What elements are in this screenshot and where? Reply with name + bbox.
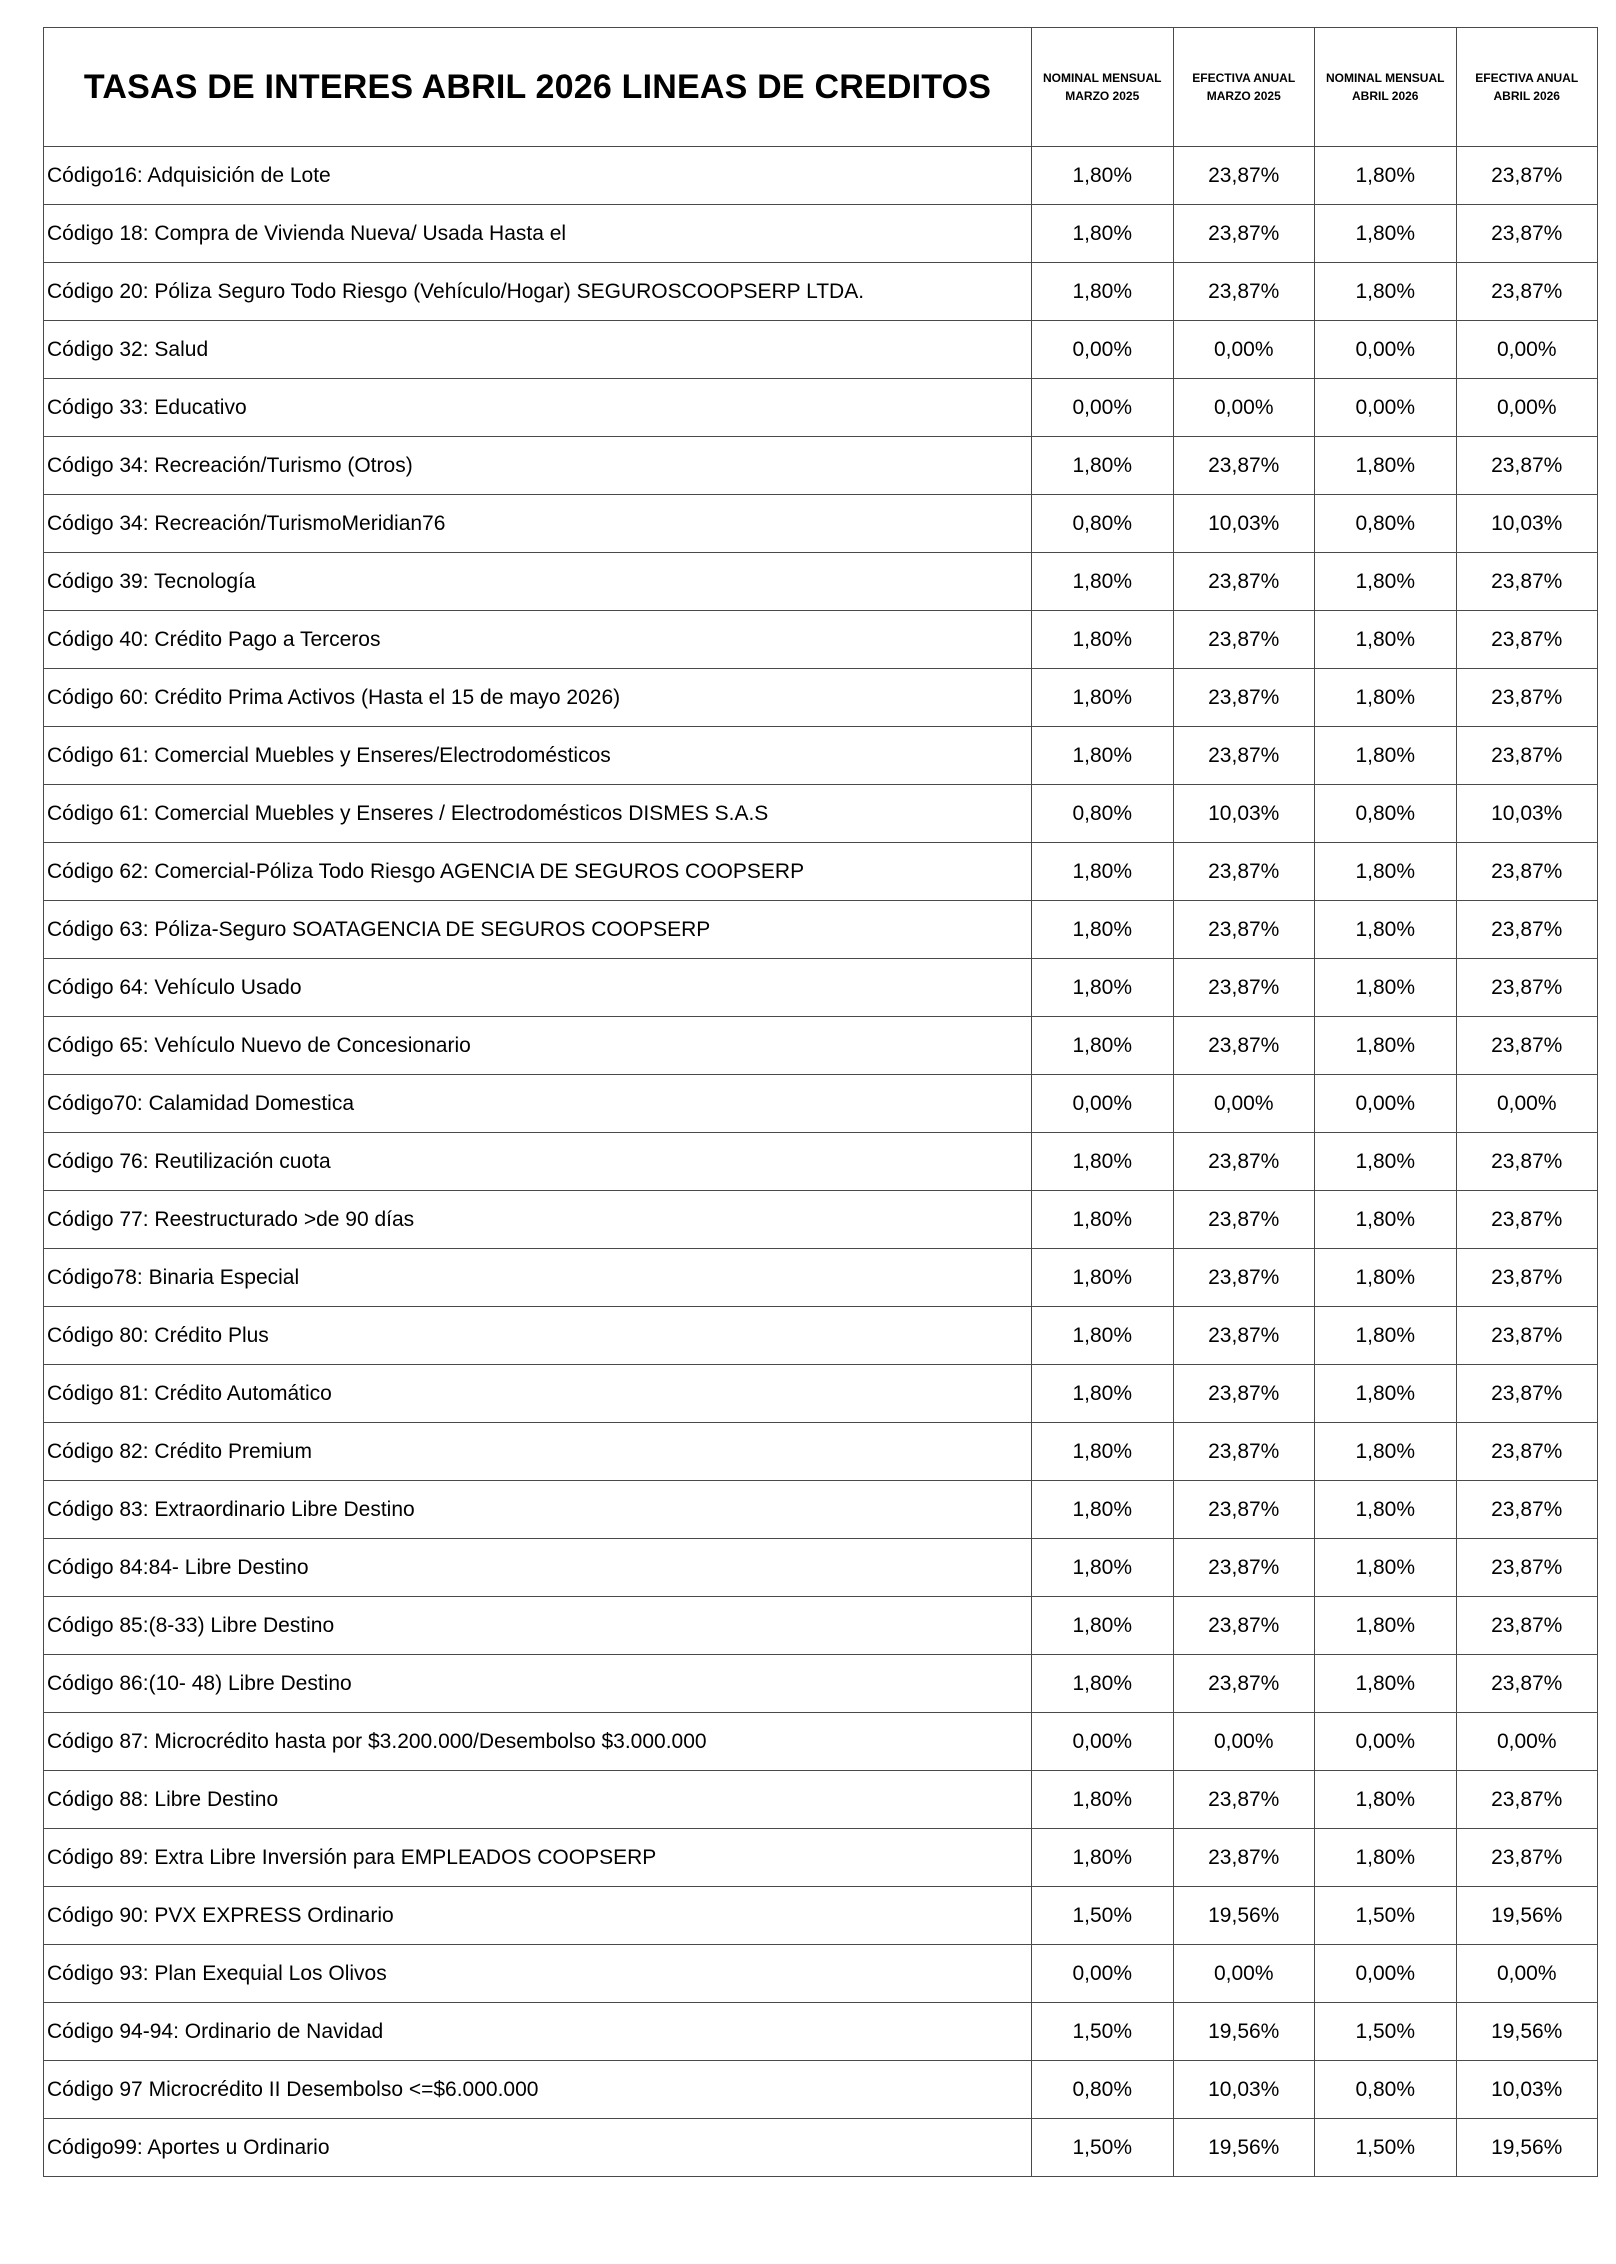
- rate-efectiva-anual-abril: 23,87%: [1456, 1191, 1598, 1249]
- rate-efectiva-anual-marzo: 23,87%: [1173, 959, 1315, 1017]
- credit-line-description: Código 84:84- Libre Destino: [44, 1539, 1032, 1597]
- page-title: TASAS DE INTERES ABRIL 2026 LINEAS DE CREDITOS: [44, 28, 1032, 147]
- rate-efectiva-anual-abril: 19,56%: [1456, 2119, 1598, 2177]
- rate-efectiva-anual-marzo: 23,87%: [1173, 147, 1315, 205]
- rate-efectiva-anual-abril: 23,87%: [1456, 1481, 1598, 1539]
- table-row: [44, 1075, 1598, 1133]
- rate-efectiva-anual-marzo: 23,87%: [1173, 611, 1315, 669]
- rate-efectiva-anual-marzo: 23,87%: [1173, 1771, 1315, 1829]
- rate-nominal-mensual-marzo: 1,80%: [1032, 1423, 1174, 1481]
- rate-efectiva-anual-abril: 23,87%: [1456, 959, 1598, 1017]
- rate-efectiva-anual-abril: 0,00%: [1456, 1945, 1598, 2003]
- table-row: [44, 1597, 1598, 1655]
- rate-efectiva-anual-marzo: 23,87%: [1173, 1249, 1315, 1307]
- rate-efectiva-anual-marzo: 23,87%: [1173, 669, 1315, 727]
- rate-nominal-mensual-abril: 1,80%: [1315, 959, 1457, 1017]
- table-row: [44, 2061, 1598, 2119]
- rate-efectiva-anual-abril: 0,00%: [1456, 1075, 1598, 1133]
- table-row: [44, 669, 1598, 727]
- rate-nominal-mensual-abril: 1,80%: [1315, 669, 1457, 727]
- rate-efectiva-anual-abril: 23,87%: [1456, 1597, 1598, 1655]
- credit-line-description: Código 89: Extra Libre Inversión para EMPLEADOS COOPSERP: [44, 1829, 1032, 1887]
- table-row: [44, 147, 1598, 205]
- column-header-efectiva-abril: [1456, 28, 1598, 147]
- table-row: [44, 1365, 1598, 1423]
- rate-nominal-mensual-marzo: 1,80%: [1032, 669, 1174, 727]
- rate-nominal-mensual-abril: 0,00%: [1315, 1945, 1457, 2003]
- rate-nominal-mensual-marzo: 0,00%: [1032, 1713, 1174, 1771]
- rate-nominal-mensual-marzo: 0,80%: [1032, 2061, 1174, 2119]
- rate-efectiva-anual-abril: 0,00%: [1456, 379, 1598, 437]
- rate-efectiva-anual-abril: 23,87%: [1456, 611, 1598, 669]
- rate-nominal-mensual-abril: 1,80%: [1315, 1481, 1457, 1539]
- credit-line-description: Código 34: Recreación/Turismo (Otros): [44, 437, 1032, 495]
- rate-nominal-mensual-marzo: 1,80%: [1032, 1191, 1174, 1249]
- rate-nominal-mensual-abril: 1,50%: [1315, 1887, 1457, 1945]
- credit-line-description: Código16: Adquisición de Lote: [44, 147, 1032, 205]
- rates-sheet: [43, 27, 1597, 2177]
- table-row: [44, 1423, 1598, 1481]
- rate-nominal-mensual-abril: 1,80%: [1315, 1017, 1457, 1075]
- credit-line-description: Código 77: Reestructurado >de 90 días: [44, 1191, 1032, 1249]
- rate-nominal-mensual-marzo: 1,80%: [1032, 611, 1174, 669]
- rates-table: [43, 27, 1598, 2177]
- credit-line-description: Código 34: Recreación/TurismoMeridian76: [44, 495, 1032, 553]
- rate-nominal-mensual-abril: 1,80%: [1315, 843, 1457, 901]
- rate-efectiva-anual-marzo: 23,87%: [1173, 1481, 1315, 1539]
- rate-efectiva-anual-abril: 23,87%: [1456, 1539, 1598, 1597]
- rate-efectiva-anual-abril: 23,87%: [1456, 1423, 1598, 1481]
- rate-nominal-mensual-marzo: 1,80%: [1032, 843, 1174, 901]
- rate-nominal-mensual-abril: 0,00%: [1315, 1713, 1457, 1771]
- column-header-line1: NOMINAL MENSUAL: [1043, 71, 1162, 85]
- rate-nominal-mensual-marzo: 0,00%: [1032, 1945, 1174, 2003]
- rate-efectiva-anual-abril: 19,56%: [1456, 1887, 1598, 1945]
- rate-nominal-mensual-abril: 1,80%: [1315, 1133, 1457, 1191]
- credit-line-description: Código 97 Microcrédito II Desembolso <=$6.000.000: [44, 2061, 1032, 2119]
- rate-nominal-mensual-abril: 1,80%: [1315, 1423, 1457, 1481]
- rate-efectiva-anual-marzo: 19,56%: [1173, 2003, 1315, 2061]
- credit-line-description: Código 61: Comercial Muebles y Enseres/Electrodomésticos: [44, 727, 1032, 785]
- rate-nominal-mensual-marzo: 1,80%: [1032, 1655, 1174, 1713]
- rate-efectiva-anual-abril: 23,87%: [1456, 437, 1598, 495]
- table-row: [44, 1945, 1598, 2003]
- rate-nominal-mensual-abril: 1,80%: [1315, 901, 1457, 959]
- rate-efectiva-anual-marzo: 23,87%: [1173, 1597, 1315, 1655]
- table-row: [44, 263, 1598, 321]
- credit-line-description: Código 93: Plan Exequial Los Olivos: [44, 1945, 1032, 2003]
- rate-nominal-mensual-abril: 1,80%: [1315, 1539, 1457, 1597]
- credit-line-description: Código 61: Comercial Muebles y Enseres / Electrodomésticos DISMES S.A.S: [44, 785, 1032, 843]
- column-header-line1: EFECTIVA ANUAL: [1475, 71, 1579, 85]
- table-row: [44, 1539, 1598, 1597]
- rate-nominal-mensual-marzo: 1,80%: [1032, 437, 1174, 495]
- rate-nominal-mensual-marzo: 1,80%: [1032, 1829, 1174, 1887]
- rate-nominal-mensual-marzo: 1,50%: [1032, 2003, 1174, 2061]
- table-row: [44, 2119, 1598, 2177]
- table-row: [44, 1191, 1598, 1249]
- rate-efectiva-anual-marzo: 23,87%: [1173, 1133, 1315, 1191]
- credit-line-description: Código 64: Vehículo Usado: [44, 959, 1032, 1017]
- rate-efectiva-anual-marzo: 10,03%: [1173, 785, 1315, 843]
- table-row: [44, 611, 1598, 669]
- column-header-nominal-marzo: [1032, 28, 1174, 147]
- column-header-line1: EFECTIVA ANUAL: [1192, 71, 1296, 85]
- rate-efectiva-anual-marzo: 23,87%: [1173, 901, 1315, 959]
- credit-line-description: Código 40: Crédito Pago a Terceros: [44, 611, 1032, 669]
- rate-nominal-mensual-abril: 1,80%: [1315, 263, 1457, 321]
- credit-line-description: Código 20: Póliza Seguro Todo Riesgo (Vehículo/Hogar) SEGUROSCOOPSERP LTDA.: [44, 263, 1032, 321]
- rate-nominal-mensual-marzo: 1,80%: [1032, 901, 1174, 959]
- rate-nominal-mensual-abril: 0,00%: [1315, 321, 1457, 379]
- rate-nominal-mensual-marzo: 0,80%: [1032, 785, 1174, 843]
- rate-efectiva-anual-abril: 23,87%: [1456, 205, 1598, 263]
- rate-efectiva-anual-marzo: 23,87%: [1173, 843, 1315, 901]
- rate-efectiva-anual-abril: 19,56%: [1456, 2003, 1598, 2061]
- rate-nominal-mensual-abril: 1,80%: [1315, 1365, 1457, 1423]
- rate-efectiva-anual-marzo: 19,56%: [1173, 1887, 1315, 1945]
- rate-nominal-mensual-abril: 1,80%: [1315, 1249, 1457, 1307]
- rate-nominal-mensual-marzo: 1,80%: [1032, 1249, 1174, 1307]
- rate-nominal-mensual-marzo: 0,00%: [1032, 379, 1174, 437]
- rate-efectiva-anual-marzo: 23,87%: [1173, 1365, 1315, 1423]
- rate-efectiva-anual-marzo: 0,00%: [1173, 1945, 1315, 2003]
- rate-efectiva-anual-marzo: 23,87%: [1173, 1655, 1315, 1713]
- credit-line-description: Código 80: Crédito Plus: [44, 1307, 1032, 1365]
- credit-line-description: Código 63: Póliza-Seguro SOATAGENCIA DE SEGUROS COOPSERP: [44, 901, 1032, 959]
- credit-line-description: Código78: Binaria Especial: [44, 1249, 1032, 1307]
- rates-table-body: [44, 147, 1598, 2177]
- credit-line-description: Código 81: Crédito Automático: [44, 1365, 1032, 1423]
- credit-line-description: Código 18: Compra de Vivienda Nueva/ Usada Hasta el: [44, 205, 1032, 263]
- table-row: [44, 495, 1598, 553]
- rate-nominal-mensual-abril: 1,80%: [1315, 611, 1457, 669]
- rate-nominal-mensual-marzo: 1,80%: [1032, 553, 1174, 611]
- rate-nominal-mensual-marzo: 0,00%: [1032, 321, 1174, 379]
- rate-nominal-mensual-marzo: 1,80%: [1032, 147, 1174, 205]
- column-header-line2: MARZO 2025: [1065, 89, 1140, 103]
- credit-line-description: Código 76: Reutilización cuota: [44, 1133, 1032, 1191]
- credit-line-description: Código 39: Tecnología: [44, 553, 1032, 611]
- rate-nominal-mensual-marzo: 1,80%: [1032, 959, 1174, 1017]
- rate-efectiva-anual-abril: 23,87%: [1456, 1307, 1598, 1365]
- rate-efectiva-anual-abril: 23,87%: [1456, 1829, 1598, 1887]
- rate-efectiva-anual-abril: 23,87%: [1456, 1133, 1598, 1191]
- rate-efectiva-anual-abril: 10,03%: [1456, 2061, 1598, 2119]
- rate-nominal-mensual-abril: 1,80%: [1315, 727, 1457, 785]
- rate-efectiva-anual-abril: 0,00%: [1456, 1713, 1598, 1771]
- rate-nominal-mensual-marzo: 0,00%: [1032, 1075, 1174, 1133]
- rate-efectiva-anual-abril: 23,87%: [1456, 1365, 1598, 1423]
- table-row: [44, 1249, 1598, 1307]
- rate-efectiva-anual-abril: 23,87%: [1456, 1017, 1598, 1075]
- rate-nominal-mensual-marzo: 1,80%: [1032, 1307, 1174, 1365]
- rate-efectiva-anual-marzo: 19,56%: [1173, 2119, 1315, 2177]
- rate-efectiva-anual-marzo: 23,87%: [1173, 1539, 1315, 1597]
- table-row: [44, 1829, 1598, 1887]
- credit-line-description: Código 87: Microcrédito hasta por $3.200.000/Desembolso $3.000.000: [44, 1713, 1032, 1771]
- header-row: [44, 28, 1598, 147]
- rate-nominal-mensual-abril: 1,80%: [1315, 205, 1457, 263]
- rate-nominal-mensual-abril: 1,80%: [1315, 1597, 1457, 1655]
- rate-efectiva-anual-marzo: 23,87%: [1173, 727, 1315, 785]
- credit-line-description: Código 82: Crédito Premium: [44, 1423, 1032, 1481]
- rate-nominal-mensual-abril: 0,00%: [1315, 1075, 1457, 1133]
- rate-nominal-mensual-abril: 1,80%: [1315, 437, 1457, 495]
- rate-nominal-mensual-marzo: 1,80%: [1032, 1539, 1174, 1597]
- rate-efectiva-anual-abril: 10,03%: [1456, 785, 1598, 843]
- rate-efectiva-anual-marzo: 23,87%: [1173, 1191, 1315, 1249]
- table-row: [44, 1887, 1598, 1945]
- rate-efectiva-anual-abril: 23,87%: [1456, 1249, 1598, 1307]
- rate-nominal-mensual-abril: 1,80%: [1315, 553, 1457, 611]
- credit-line-description: Código 88: Libre Destino: [44, 1771, 1032, 1829]
- rate-efectiva-anual-abril: 23,87%: [1456, 1655, 1598, 1713]
- table-row: [44, 553, 1598, 611]
- rate-efectiva-anual-abril: 23,87%: [1456, 147, 1598, 205]
- table-row: [44, 843, 1598, 901]
- rate-nominal-mensual-abril: 1,80%: [1315, 1655, 1457, 1713]
- rate-nominal-mensual-marzo: 1,50%: [1032, 2119, 1174, 2177]
- rate-nominal-mensual-marzo: 1,80%: [1032, 1133, 1174, 1191]
- table-row: [44, 205, 1598, 263]
- rate-efectiva-anual-marzo: 23,87%: [1173, 1017, 1315, 1075]
- rate-efectiva-anual-marzo: 23,87%: [1173, 205, 1315, 263]
- rate-nominal-mensual-abril: 0,80%: [1315, 495, 1457, 553]
- table-row: [44, 437, 1598, 495]
- column-header-line2: ABRIL 2026: [1493, 89, 1560, 103]
- rate-nominal-mensual-marzo: 1,80%: [1032, 1771, 1174, 1829]
- table-row: [44, 959, 1598, 1017]
- rate-efectiva-anual-marzo: 0,00%: [1173, 1713, 1315, 1771]
- rate-efectiva-anual-abril: 10,03%: [1456, 495, 1598, 553]
- rate-efectiva-anual-marzo: 23,87%: [1173, 1829, 1315, 1887]
- table-row: [44, 379, 1598, 437]
- credit-line-description: Código 33: Educativo: [44, 379, 1032, 437]
- rate-nominal-mensual-abril: 1,80%: [1315, 1771, 1457, 1829]
- rate-nominal-mensual-abril: 0,80%: [1315, 2061, 1457, 2119]
- rate-efectiva-anual-marzo: 23,87%: [1173, 263, 1315, 321]
- credit-line-description: Código 86:(10- 48) Libre Destino: [44, 1655, 1032, 1713]
- rate-efectiva-anual-abril: 23,87%: [1456, 843, 1598, 901]
- table-row: [44, 785, 1598, 843]
- rate-nominal-mensual-abril: 1,50%: [1315, 2119, 1457, 2177]
- rate-efectiva-anual-marzo: 23,87%: [1173, 437, 1315, 495]
- table-row: [44, 321, 1598, 379]
- credit-line-description: Código 85:(8-33) Libre Destino: [44, 1597, 1032, 1655]
- rate-efectiva-anual-marzo: 10,03%: [1173, 2061, 1315, 2119]
- credit-line-description: Código 94-94: Ordinario de Navidad: [44, 2003, 1032, 2061]
- rate-efectiva-anual-abril: 23,87%: [1456, 727, 1598, 785]
- table-row: [44, 1307, 1598, 1365]
- table-row: [44, 1017, 1598, 1075]
- credit-line-description: Código 90: PVX EXPRESS Ordinario: [44, 1887, 1032, 1945]
- rate-nominal-mensual-abril: 1,80%: [1315, 1307, 1457, 1365]
- column-header-line2: ABRIL 2026: [1352, 89, 1419, 103]
- rate-nominal-mensual-abril: 0,00%: [1315, 379, 1457, 437]
- rate-efectiva-anual-marzo: 0,00%: [1173, 1075, 1315, 1133]
- column-header-nominal-abril: [1315, 28, 1457, 147]
- table-row: [44, 901, 1598, 959]
- rate-nominal-mensual-abril: 0,80%: [1315, 785, 1457, 843]
- rate-efectiva-anual-abril: 0,00%: [1456, 321, 1598, 379]
- rate-efectiva-anual-marzo: 23,87%: [1173, 553, 1315, 611]
- rate-nominal-mensual-marzo: 1,50%: [1032, 1887, 1174, 1945]
- credit-line-description: Código99: Aportes u Ordinario: [44, 2119, 1032, 2177]
- credit-line-description: Código70: Calamidad Domestica: [44, 1075, 1032, 1133]
- column-header-line1: NOMINAL MENSUAL: [1326, 71, 1445, 85]
- credit-line-description: Código 60: Crédito Prima Activos (Hasta el 15 de mayo 2026): [44, 669, 1032, 727]
- rate-efectiva-anual-marzo: 0,00%: [1173, 321, 1315, 379]
- table-row: [44, 1133, 1598, 1191]
- rate-efectiva-anual-abril: 23,87%: [1456, 553, 1598, 611]
- table-row: [44, 727, 1598, 785]
- rate-nominal-mensual-marzo: 1,80%: [1032, 1481, 1174, 1539]
- rate-efectiva-anual-abril: 23,87%: [1456, 1771, 1598, 1829]
- column-header-efectiva-marzo: [1173, 28, 1315, 147]
- credit-line-description: Código 83: Extraordinario Libre Destino: [44, 1481, 1032, 1539]
- rate-nominal-mensual-marzo: 1,80%: [1032, 263, 1174, 321]
- table-row: [44, 1481, 1598, 1539]
- credit-line-description: Código 65: Vehículo Nuevo de Concesionario: [44, 1017, 1032, 1075]
- table-row: [44, 2003, 1598, 2061]
- table-row: [44, 1713, 1598, 1771]
- credit-line-description: Código 62: Comercial-Póliza Todo Riesgo AGENCIA DE SEGUROS COOPSERP: [44, 843, 1032, 901]
- rate-nominal-mensual-marzo: 1,80%: [1032, 727, 1174, 785]
- rate-efectiva-anual-marzo: 23,87%: [1173, 1423, 1315, 1481]
- rate-nominal-mensual-marzo: 1,80%: [1032, 1017, 1174, 1075]
- rate-efectiva-anual-abril: 23,87%: [1456, 669, 1598, 727]
- rate-nominal-mensual-marzo: 0,80%: [1032, 495, 1174, 553]
- rate-efectiva-anual-marzo: 10,03%: [1173, 495, 1315, 553]
- rate-nominal-mensual-abril: 1,80%: [1315, 1191, 1457, 1249]
- rate-nominal-mensual-abril: 1,80%: [1315, 1829, 1457, 1887]
- rate-nominal-mensual-marzo: 1,80%: [1032, 1597, 1174, 1655]
- column-header-line2: MARZO 2025: [1206, 89, 1281, 103]
- rate-nominal-mensual-marzo: 1,80%: [1032, 205, 1174, 263]
- rate-nominal-mensual-marzo: 1,80%: [1032, 1365, 1174, 1423]
- rate-efectiva-anual-abril: 23,87%: [1456, 263, 1598, 321]
- rate-efectiva-anual-marzo: 0,00%: [1173, 379, 1315, 437]
- rate-efectiva-anual-abril: 23,87%: [1456, 901, 1598, 959]
- table-row: [44, 1655, 1598, 1713]
- rate-nominal-mensual-abril: 1,80%: [1315, 147, 1457, 205]
- rate-efectiva-anual-marzo: 23,87%: [1173, 1307, 1315, 1365]
- table-row: [44, 1771, 1598, 1829]
- rate-nominal-mensual-abril: 1,50%: [1315, 2003, 1457, 2061]
- credit-line-description: Código 32: Salud: [44, 321, 1032, 379]
